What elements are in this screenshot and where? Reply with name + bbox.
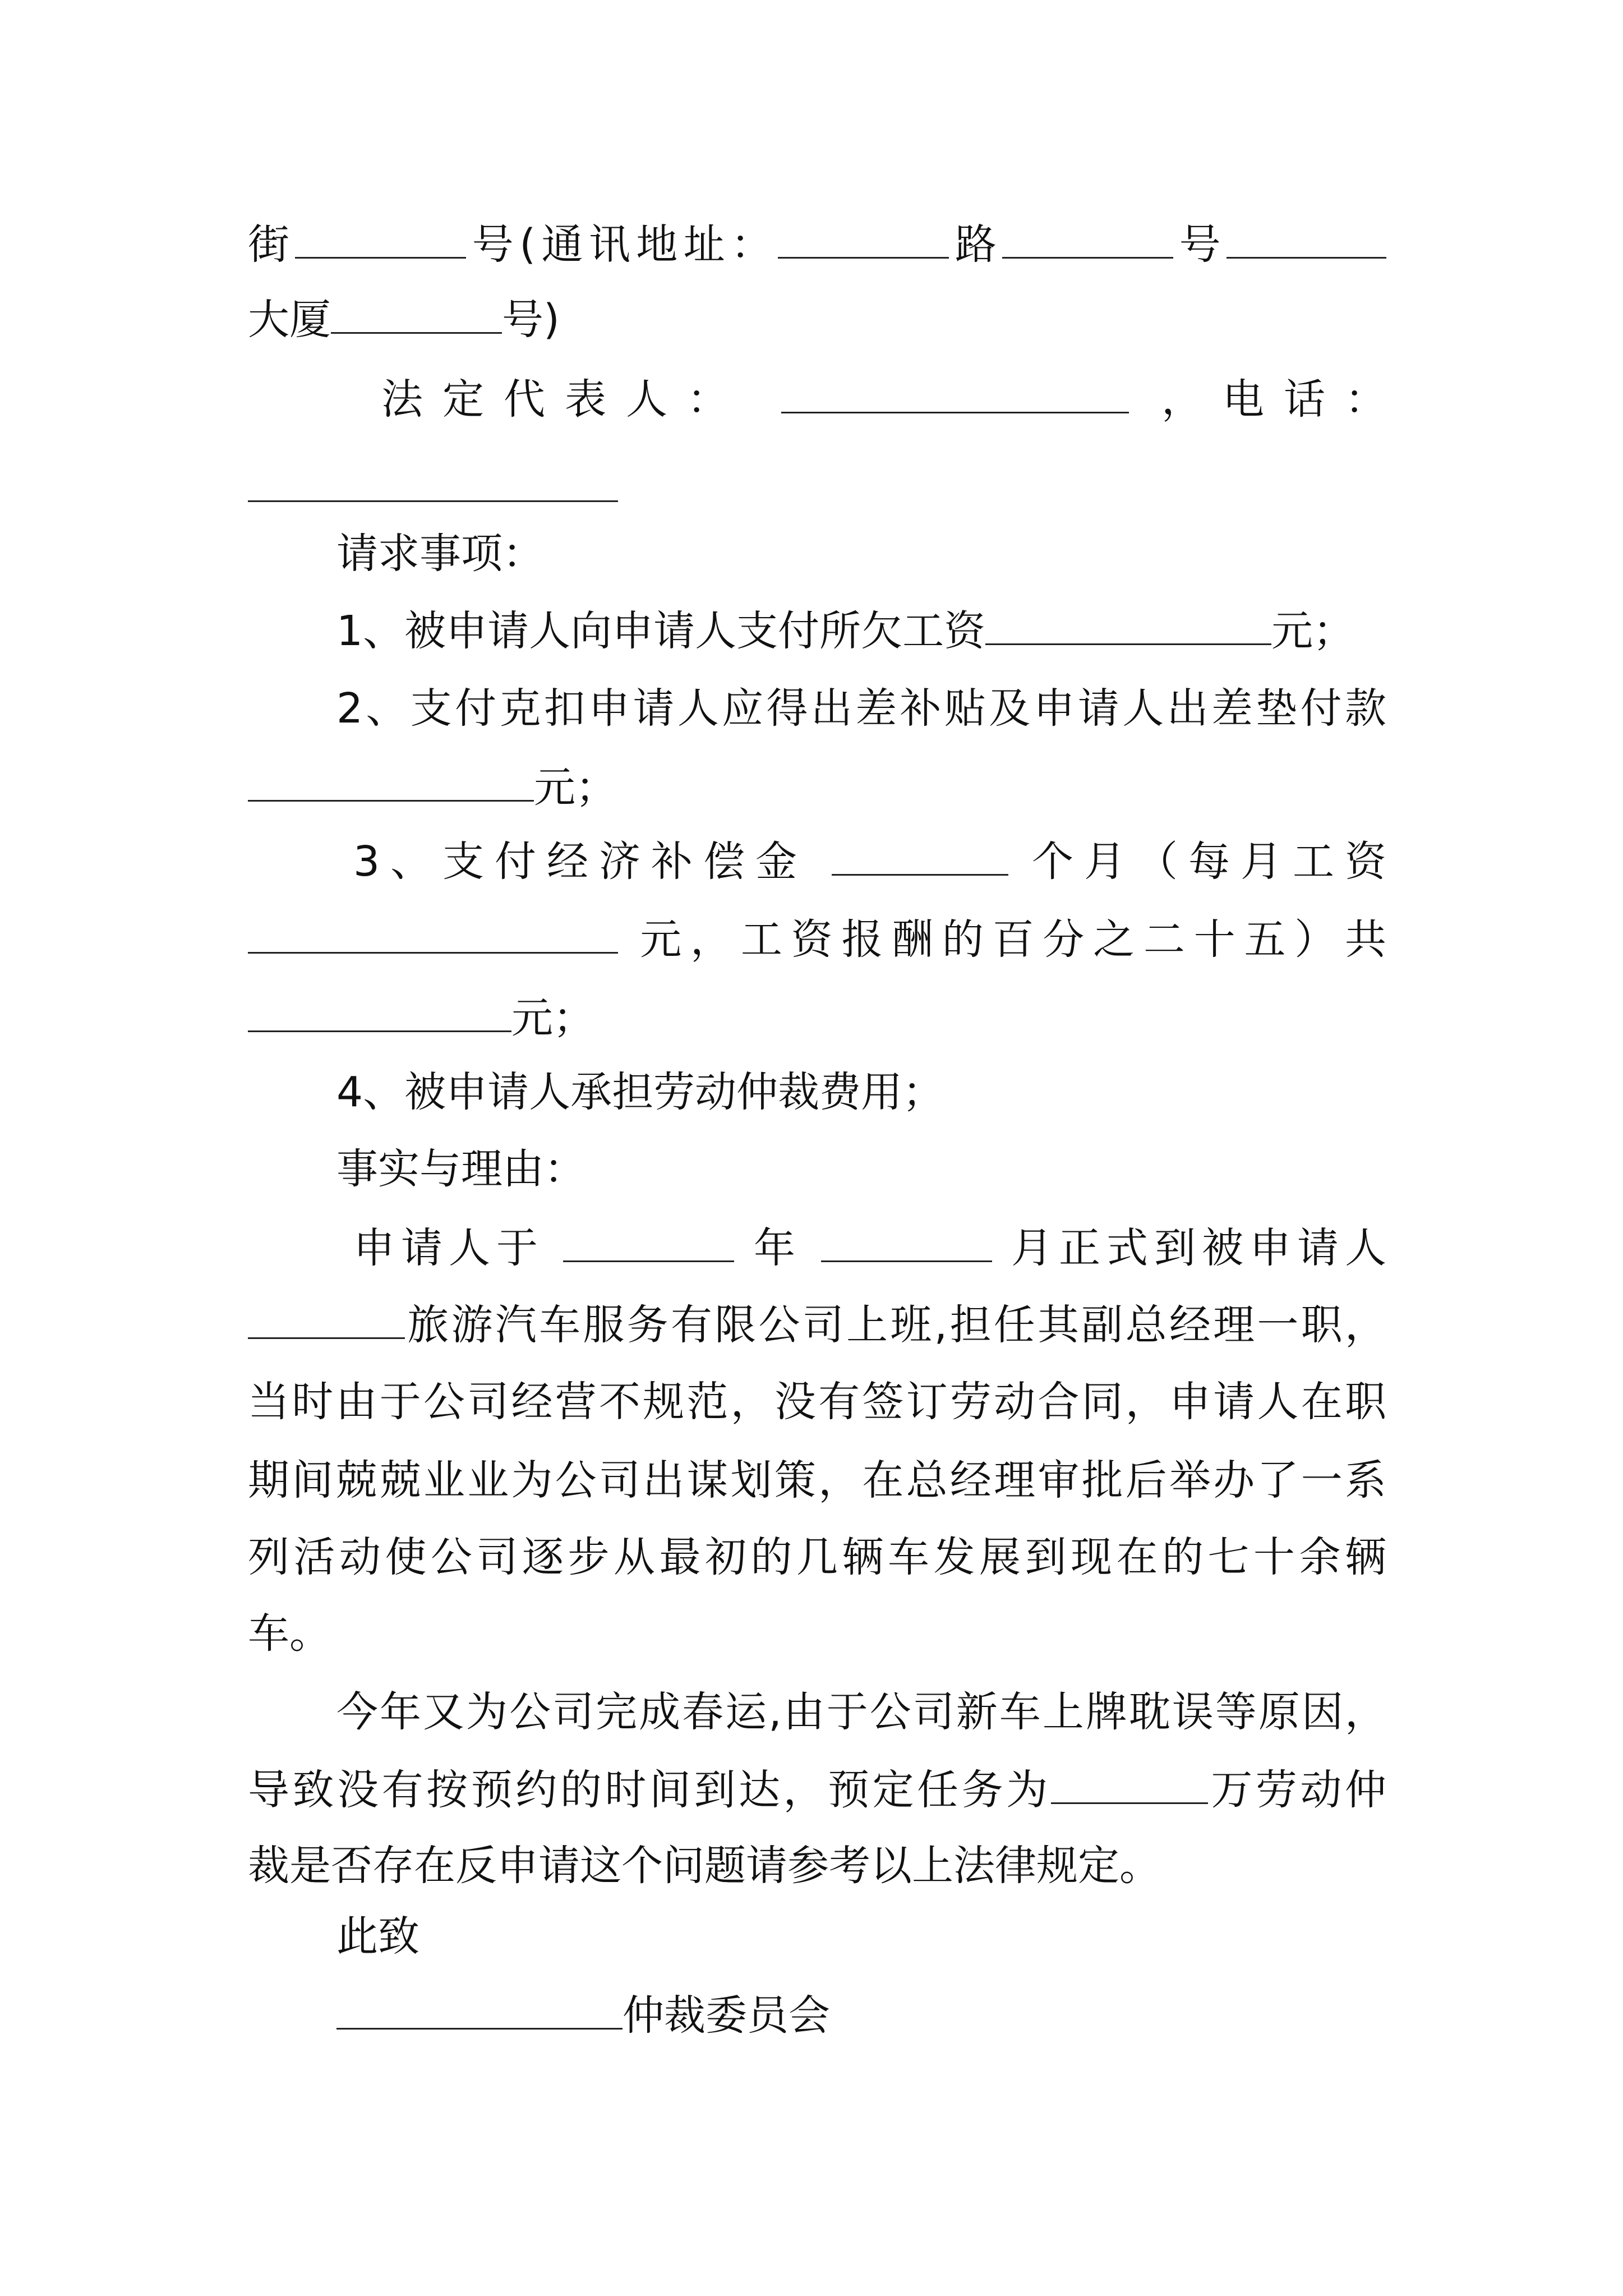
blank-field[interactable] [248, 758, 534, 802]
facts-line-2 [248, 1296, 1386, 1352]
text: 大厦 [248, 296, 331, 344]
text: 万劳动仲 [1207, 1766, 1387, 1814]
blank-field[interactable] [1002, 215, 1173, 259]
claims-heading: 请求事项： [336, 530, 544, 578]
blank-field[interactable] [248, 910, 618, 954]
text: 号) [502, 296, 560, 344]
facts-line-7: 今年又为公司完成春运,由于公司新车上牌耽误等原因， [336, 1688, 1386, 1736]
claim-2: 2、支付克扣申请人应得出差补贴及申请人出差垫付款 [336, 684, 1386, 733]
phone-line [248, 459, 1386, 515]
claim-1 [336, 602, 1386, 658]
text: 3、支付经济补偿金 [353, 838, 808, 886]
text: 街 [248, 220, 296, 269]
claim-3-cont [248, 910, 1386, 967]
facts-line-5: 列活动使公司逐步从最初的几辆车发展到现在的七十余辆 [248, 1533, 1386, 1581]
text: 1、被申请人向申请人支付所欠工资 [336, 607, 986, 655]
text: 号(通讯地址： [466, 220, 778, 269]
text: 个月（每月工资 [1032, 838, 1386, 886]
facts-line-3: 当时由于公司经营不规范，没有签订劳动合同，申请人在职 [248, 1378, 1386, 1426]
phone-label: ，电话： [1161, 375, 1387, 424]
salutation: 此致 [336, 1912, 419, 1961]
blank-field[interactable] [832, 832, 1008, 876]
blank-field[interactable] [295, 215, 466, 259]
claim-3 [353, 832, 1386, 889]
recipient-line [336, 1986, 1386, 2042]
text: 申请人于 [353, 1224, 544, 1272]
claim-3-end [248, 989, 1386, 1045]
blank-field[interactable] [821, 1219, 992, 1262]
facts-heading: 事实与理由： [336, 1145, 585, 1193]
text: 月正式到被申请人 [1011, 1224, 1386, 1272]
claim-2-cont [248, 758, 1386, 815]
claim-4: 4、被申请人承担劳动仲裁费用； [336, 1068, 944, 1116]
text: 号 [1173, 220, 1227, 269]
text: 路 [949, 220, 1003, 269]
legal-rep-line [381, 370, 1386, 426]
text: 旅游汽车服务有限公司上班,担任其副总经理一职， [405, 1301, 1386, 1349]
blank-field[interactable] [778, 215, 949, 259]
blank-field[interactable] [985, 602, 1271, 645]
blank-field[interactable] [248, 989, 511, 1032]
legal-rep-blank[interactable] [781, 370, 1129, 413]
blank-field[interactable] [336, 1986, 623, 2030]
facts-line-8 [248, 1761, 1386, 1817]
blank-field[interactable] [1051, 1761, 1208, 1804]
text: 元； [534, 763, 617, 812]
facts-line-9: 裁是否存在反申请这个问题请参考以上法律规定。 [248, 1842, 1161, 1890]
address-line-2 [248, 291, 1386, 347]
address-line-1 [248, 215, 1386, 272]
facts-line-6: 车。 [248, 1609, 331, 1658]
blank-field[interactable] [563, 1219, 734, 1262]
facts-line-1 [353, 1219, 1386, 1275]
text: 元； [511, 994, 594, 1042]
blank-field[interactable] [248, 1296, 405, 1339]
text: 元，工资报酬的百分之二十五）共 [640, 915, 1386, 964]
facts-line-4: 期间兢兢业业为公司出谋划策，在总经理审批后举办了一系 [248, 1456, 1386, 1504]
text: 导致没有按预约的时间到达，预定任务为 [248, 1766, 1051, 1814]
text: 年 [754, 1224, 801, 1272]
recipient: 仲裁委员会 [623, 1991, 830, 2040]
phone-blank[interactable] [248, 459, 618, 502]
blank-field[interactable] [331, 291, 502, 334]
blank-field[interactable] [1227, 215, 1386, 259]
legal-rep-label: 法定代表人： [381, 375, 748, 424]
text: 元； [1271, 607, 1355, 655]
